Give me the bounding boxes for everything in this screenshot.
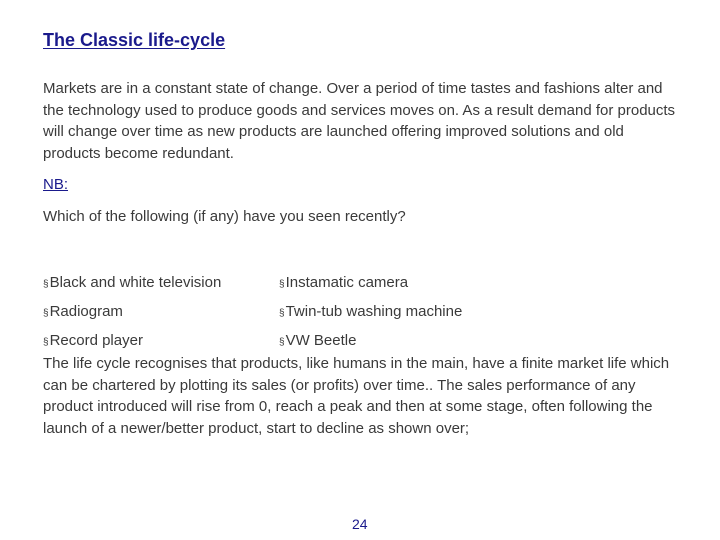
bullet-label: Radiogram (49, 303, 123, 320)
bullet-item (279, 274, 408, 291)
intro-paragraph: Markets are in a constant state of change. Over a period of time tastes and fashions alter and the technology used to produce goods and services moves on. As a result demand for products will change over time as new products are launched offering improved solutions and old products become redundant. (43, 80, 676, 162)
bullet-item (43, 274, 279, 291)
bullet-icon: § (279, 279, 285, 290)
page-title: The Classic life-cycle (43, 30, 226, 50)
product-bullet-list (43, 268, 683, 355)
bullet-icon: § (43, 337, 49, 348)
bullet-label: Twin-tub washing machine (285, 303, 463, 320)
question-text: Which of the following (if any) have you seen recently? (43, 208, 406, 225)
bullet-icon: § (43, 279, 49, 290)
bullet-label: VW Beetle (285, 332, 357, 349)
bullet-item (279, 332, 356, 349)
bullet-label: Black and white television (49, 274, 222, 291)
bullet-row (43, 268, 683, 297)
bullet-item (279, 303, 462, 320)
bullet-icon: § (43, 308, 49, 319)
bullet-item (43, 332, 279, 349)
bullet-label: Record player (49, 332, 143, 349)
bullet-label: Instamatic camera (285, 274, 409, 291)
bullet-row (43, 297, 683, 326)
bullet-row (43, 326, 683, 355)
outro-paragraph: The life cycle recognises that products, like humans in the main, have a finite market life which can be chartered by plotting its sales (or profits) over time.. The sales performance of any product introduced will rise from 0, reach a peak and then at some stage, often following the launch of a newer/better product, start to decline as shown over; (43, 355, 670, 437)
bullet-icon: § (279, 337, 285, 348)
bullet-icon: § (279, 308, 285, 319)
page-number: 24 (352, 516, 368, 532)
bullet-item (43, 303, 279, 320)
nb-label: NB: (43, 176, 69, 193)
